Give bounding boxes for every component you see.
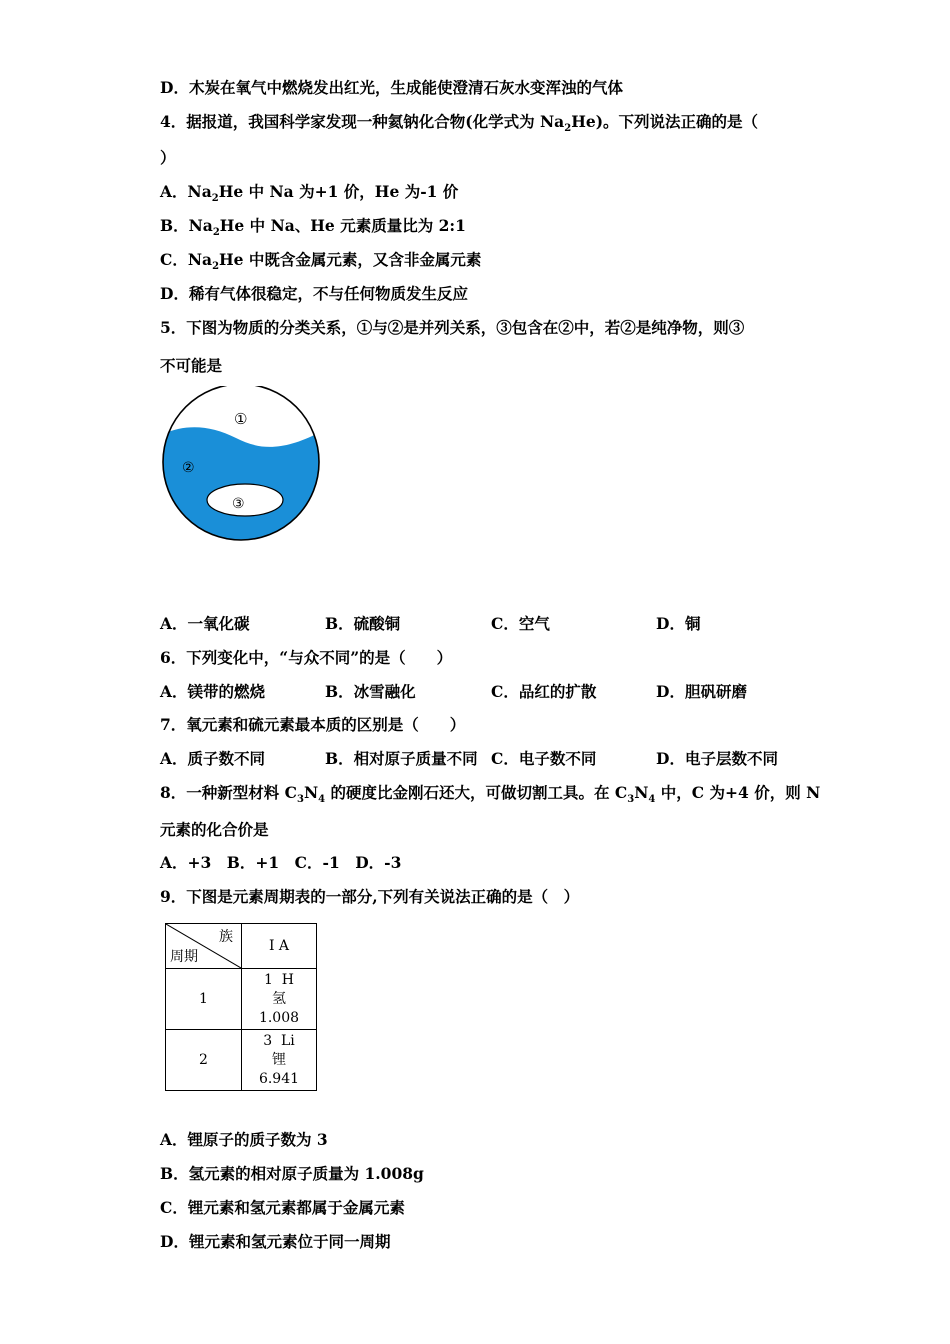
q8-sub2: 4 — [318, 794, 326, 806]
q4-stem-text-a: 4．据报道，我国科学家发现一种氦钠化合物(化学式为 Na — [160, 112, 565, 131]
q8-options: A．+3 B．+1 C．-1 D．-3 — [160, 853, 402, 872]
q5-option-a: A．一氧化碳 — [160, 614, 250, 633]
q6-stem: 6．下列变化中，“与众不同”的是（ ） — [160, 648, 453, 667]
q4-option-c-pre: C．Na — [160, 250, 213, 269]
q8-sub1: 3 — [297, 794, 304, 806]
region-3-ellipse — [207, 484, 283, 516]
element-hydrogen-cell — [242, 969, 317, 1030]
q4-option-c-sub: 2 — [212, 261, 220, 273]
q8-sub4: 4 — [648, 794, 656, 806]
period-2-cell: 2 — [166, 1030, 242, 1091]
q4-option-b-pre: B．Na — [160, 216, 213, 235]
q8-stem-line2: 元素的化合价是 — [160, 820, 269, 839]
q8-stem-mid: 的硬度比金刚石还大，可做切割工具。在 C — [325, 783, 628, 802]
q4-option-d — [160, 284, 468, 304]
q4-stem-subscript: 2 — [564, 123, 572, 135]
q4-option-a-sub: 2 — [211, 193, 219, 205]
q4-option-b-sub: 2 — [212, 227, 220, 239]
q4-option-a — [160, 182, 459, 205]
q8-stem-pre: 8．一种新型材料 C — [160, 783, 298, 802]
element-lithium-cell — [242, 1030, 317, 1091]
q4-stem-line2: ） — [160, 148, 176, 167]
periodic-table-fragment — [165, 923, 317, 1091]
q6-option-d: D．胆矾研磨 — [656, 682, 747, 701]
q7-option-a: A．质子数不同 — [160, 749, 266, 768]
header-group-label: 族 — [219, 929, 233, 945]
q4-option-d-pre: D．稀有气体很稳定，不与任何物质发生反应 — [160, 284, 468, 303]
q3-option-d: D．木炭在氧气中燃烧发出红光，生成能使澄清石灰水变浑浊的气体 — [160, 78, 623, 97]
q8-sub3: 3 — [627, 794, 635, 806]
q4-option-c-post: He 中既含金属元素，又含非金属元素 — [219, 250, 482, 269]
hydrogen-number-symbol: 1 H — [263, 971, 295, 988]
hydrogen-mass: 1.008 — [258, 1009, 300, 1026]
q9-option-c: C．锂元素和氢元素都属于金属元素 — [160, 1198, 405, 1217]
q4-option-a-pre: A．Na — [160, 182, 212, 201]
region-3-label: ③ — [232, 496, 245, 512]
q9-stem: 9．下图是元素周期表的一部分,下列有关说法正确的是（ ） — [160, 887, 580, 906]
q5-stem-line1: 5．下图为物质的分类关系，①与②是并列关系，③包含在②中，若②是纯净物，则③ — [160, 318, 745, 337]
q7-option-b: B．相对原子质量不同 — [325, 749, 478, 768]
q8-stem-post: 中，C 为+4 价，则 N — [655, 783, 821, 802]
q5-stem-line2: 不可能是 — [160, 356, 223, 375]
q7-option-c: C．电子数不同 — [491, 749, 597, 768]
q8-mid1: N — [304, 783, 319, 802]
lithium-number-symbol: 3 Li — [263, 1032, 295, 1049]
region-2-label: ② — [182, 460, 195, 476]
q4-option-a-post: He 中 Na 为+1 价，He 为-1 价 — [218, 182, 459, 201]
q4-option-b — [160, 216, 466, 239]
q9-option-d: D．锂元素和氢元素位于同一周期 — [160, 1232, 391, 1251]
q5-option-d: D．铜 — [656, 614, 701, 633]
q4-option-c — [160, 250, 482, 273]
q7-option-d: D．电子层数不同 — [656, 749, 778, 768]
q9-option-a: A．锂原子的质子数为 3 — [160, 1130, 328, 1149]
q8-stem-line1 — [160, 783, 821, 806]
region-1-label: ① — [234, 410, 248, 428]
hydrogen-name: 氢 — [272, 990, 286, 1007]
q4-stem-line1 — [160, 112, 759, 135]
q6-option-b: B．冰雪融化 — [325, 682, 416, 701]
q6-option-a: A．镁带的燃烧 — [160, 682, 266, 701]
q6-option-c: C．品红的扩散 — [491, 682, 597, 701]
lithium-name: 锂 — [272, 1051, 286, 1068]
q5-option-c: C．空气 — [491, 614, 550, 633]
table-header-corner — [166, 924, 242, 969]
classification-diagram — [158, 386, 328, 542]
q4-stem-text-b: He)。下列说法正确的是（ — [571, 112, 759, 131]
lithium-mass: 6.941 — [258, 1070, 300, 1087]
q8-mid2: N — [634, 783, 649, 802]
q7-stem: 7．氧元素和硫元素最本质的区别是（ ） — [160, 715, 466, 734]
header-group-ia: I A — [242, 924, 317, 969]
q9-option-b: B．氢元素的相对原子质量为 1.008g — [160, 1164, 424, 1183]
q4-option-b-post: He 中 Na、He 元素质量比为 2:1 — [219, 216, 466, 235]
header-period-label: 周期 — [170, 949, 198, 965]
period-1-cell: 1 — [166, 969, 242, 1030]
q5-option-b: B．硫酸铜 — [325, 614, 401, 633]
